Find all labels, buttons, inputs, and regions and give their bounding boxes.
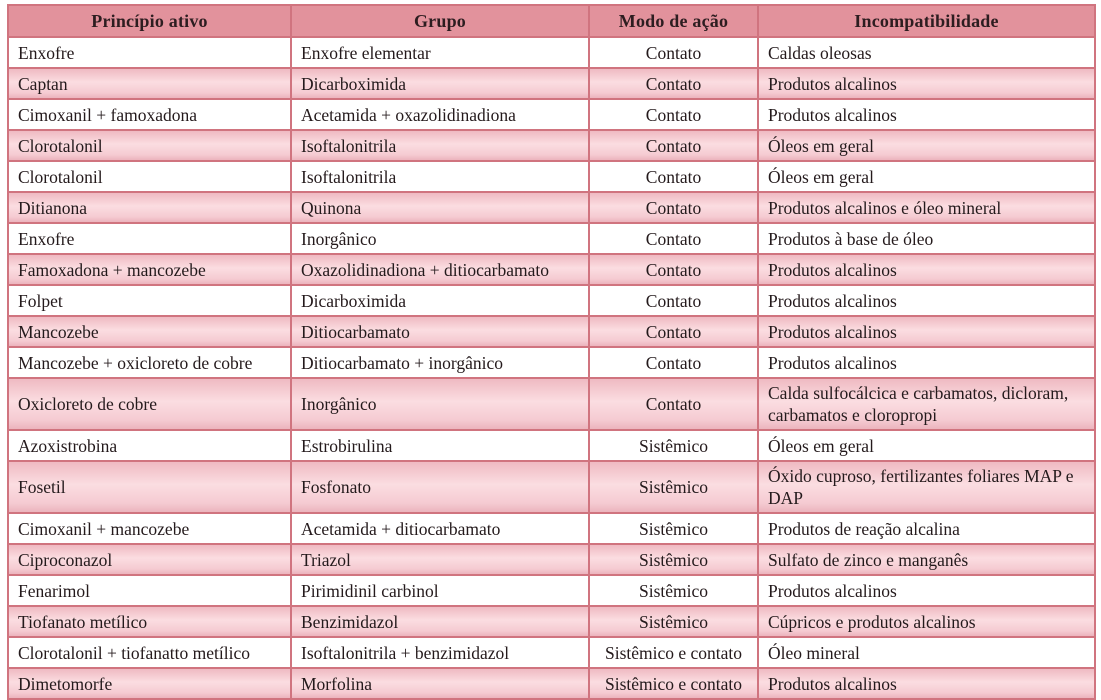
table-row [8, 637, 1095, 668]
cell-active-ingredient: Oxicloreto de cobre [8, 378, 291, 430]
cell-group: Ditiocarbamato + inorgânico [291, 347, 589, 378]
cell-mode: Sistêmico e contato [589, 668, 758, 699]
cell-active-ingredient: Enxofre [8, 37, 291, 68]
table-row [8, 347, 1095, 378]
table-row [8, 513, 1095, 544]
cell-mode: Sistêmico [589, 606, 758, 637]
table-row [8, 575, 1095, 606]
cell-mode: Contato [589, 99, 758, 130]
cell-active-ingredient: Dimetomorfe [8, 668, 291, 699]
cell-active-ingredient: Ciproconazol [8, 544, 291, 575]
cell-active-ingredient: Clorotalonil [8, 161, 291, 192]
cell-active-ingredient: Famoxadona + mancozebe [8, 254, 291, 285]
cell-incompatibility: Óxido cuproso, fertilizantes foliares MAP e DAP [758, 461, 1095, 513]
table-row [8, 285, 1095, 316]
cell-active-ingredient: Ditianona [8, 192, 291, 223]
cell-mode: Sistêmico e contato [589, 637, 758, 668]
table-row [8, 430, 1095, 461]
cell-group: Dicarboximida [291, 68, 589, 99]
cell-incompatibility: Caldas oleosas [758, 37, 1095, 68]
cell-incompatibility: Cúpricos e produtos alcalinos [758, 606, 1095, 637]
table-row [8, 316, 1095, 347]
cell-active-ingredient: Captan [8, 68, 291, 99]
cell-active-ingredient: Clorotalonil + tiofanatto metílico [8, 637, 291, 668]
cell-incompatibility: Óleos em geral [758, 430, 1095, 461]
fungicide-compatibility-table-container [7, 4, 1094, 700]
cell-incompatibility: Produtos alcalinos [758, 254, 1095, 285]
table-row [8, 37, 1095, 68]
cell-incompatibility: Produtos alcalinos [758, 68, 1095, 99]
cell-mode: Contato [589, 254, 758, 285]
cell-incompatibility: Produtos alcalinos [758, 575, 1095, 606]
cell-group: Inorgânico [291, 223, 589, 254]
column-header-modo-de-acao: Modo de ação [589, 5, 758, 37]
cell-mode: Contato [589, 285, 758, 316]
cell-mode: Contato [589, 37, 758, 68]
table-row [8, 99, 1095, 130]
cell-mode: Contato [589, 161, 758, 192]
cell-incompatibility: Produtos alcalinos [758, 316, 1095, 347]
table-row [8, 544, 1095, 575]
cell-group: Morfolina [291, 668, 589, 699]
cell-active-ingredient: Cimoxanil + famoxadona [8, 99, 291, 130]
cell-group: Benzimidazol [291, 606, 589, 637]
table-row [8, 130, 1095, 161]
cell-group: Oxazolidinadiona + ditiocarbamato [291, 254, 589, 285]
table-row [8, 668, 1095, 699]
fungicide-compatibility-table [7, 4, 1096, 700]
column-header-principio-ativo: Princípio ativo [8, 5, 291, 37]
cell-active-ingredient: Tiofanato metílico [8, 606, 291, 637]
cell-group: Ditiocarbamato [291, 316, 589, 347]
cell-incompatibility: Produtos à base de óleo [758, 223, 1095, 254]
column-header-incompatibilidade: Incompatibilidade [758, 5, 1095, 37]
cell-group: Triazol [291, 544, 589, 575]
table-body [8, 37, 1095, 699]
cell-active-ingredient: Fosetil [8, 461, 291, 513]
cell-group: Estrobirulina [291, 430, 589, 461]
cell-incompatibility: Produtos alcalinos [758, 285, 1095, 316]
cell-group: Dicarboximida [291, 285, 589, 316]
cell-mode: Sistêmico [589, 575, 758, 606]
cell-mode: Contato [589, 223, 758, 254]
cell-group: Pirimidinil carbinol [291, 575, 589, 606]
header-row [8, 5, 1095, 37]
cell-mode: Contato [589, 192, 758, 223]
cell-active-ingredient: Enxofre [8, 223, 291, 254]
cell-active-ingredient: Folpet [8, 285, 291, 316]
cell-group: Inorgânico [291, 378, 589, 430]
table-row [8, 606, 1095, 637]
cell-active-ingredient: Cimoxanil + mancozebe [8, 513, 291, 544]
table-row [8, 378, 1095, 430]
cell-group: Quinona [291, 192, 589, 223]
cell-incompatibility: Óleo mineral [758, 637, 1095, 668]
cell-incompatibility: Calda sulfocálcica e carbamatos, dicloram, carbamatos e cloropropi [758, 378, 1095, 430]
table-row [8, 223, 1095, 254]
cell-active-ingredient: Clorotalonil [8, 130, 291, 161]
cell-mode: Contato [589, 68, 758, 99]
cell-incompatibility: Óleos em geral [758, 130, 1095, 161]
cell-mode: Contato [589, 378, 758, 430]
table-row [8, 254, 1095, 285]
cell-active-ingredient: Fenarimol [8, 575, 291, 606]
cell-incompatibility: Produtos alcalinos [758, 668, 1095, 699]
cell-incompatibility: Óleos em geral [758, 161, 1095, 192]
cell-mode: Sistêmico [589, 461, 758, 513]
cell-group: Fosfonato [291, 461, 589, 513]
table-row [8, 161, 1095, 192]
cell-incompatibility: Produtos alcalinos [758, 99, 1095, 130]
cell-mode: Sistêmico [589, 513, 758, 544]
cell-group: Acetamida + oxazolidinadiona [291, 99, 589, 130]
cell-incompatibility: Sulfato de zinco e manganês [758, 544, 1095, 575]
cell-group: Isoftalonitrila + benzimidazol [291, 637, 589, 668]
cell-active-ingredient: Mancozebe [8, 316, 291, 347]
cell-mode: Contato [589, 316, 758, 347]
table-row [8, 461, 1095, 513]
cell-incompatibility: Produtos alcalinos e óleo mineral [758, 192, 1095, 223]
cell-incompatibility: Produtos de reação alcalina [758, 513, 1095, 544]
cell-group: Isoftalonitrila [291, 161, 589, 192]
cell-mode: Contato [589, 130, 758, 161]
cell-mode: Contato [589, 347, 758, 378]
cell-mode: Sistêmico [589, 544, 758, 575]
cell-group: Acetamida + ditiocarbamato [291, 513, 589, 544]
cell-active-ingredient: Azoxistrobina [8, 430, 291, 461]
table-row [8, 68, 1095, 99]
table-row [8, 192, 1095, 223]
column-header-grupo: Grupo [291, 5, 589, 37]
cell-active-ingredient: Mancozebe + oxicloreto de cobre [8, 347, 291, 378]
cell-group: Isoftalonitrila [291, 130, 589, 161]
cell-group: Enxofre elementar [291, 37, 589, 68]
cell-mode: Sistêmico [589, 430, 758, 461]
cell-incompatibility: Produtos alcalinos [758, 347, 1095, 378]
